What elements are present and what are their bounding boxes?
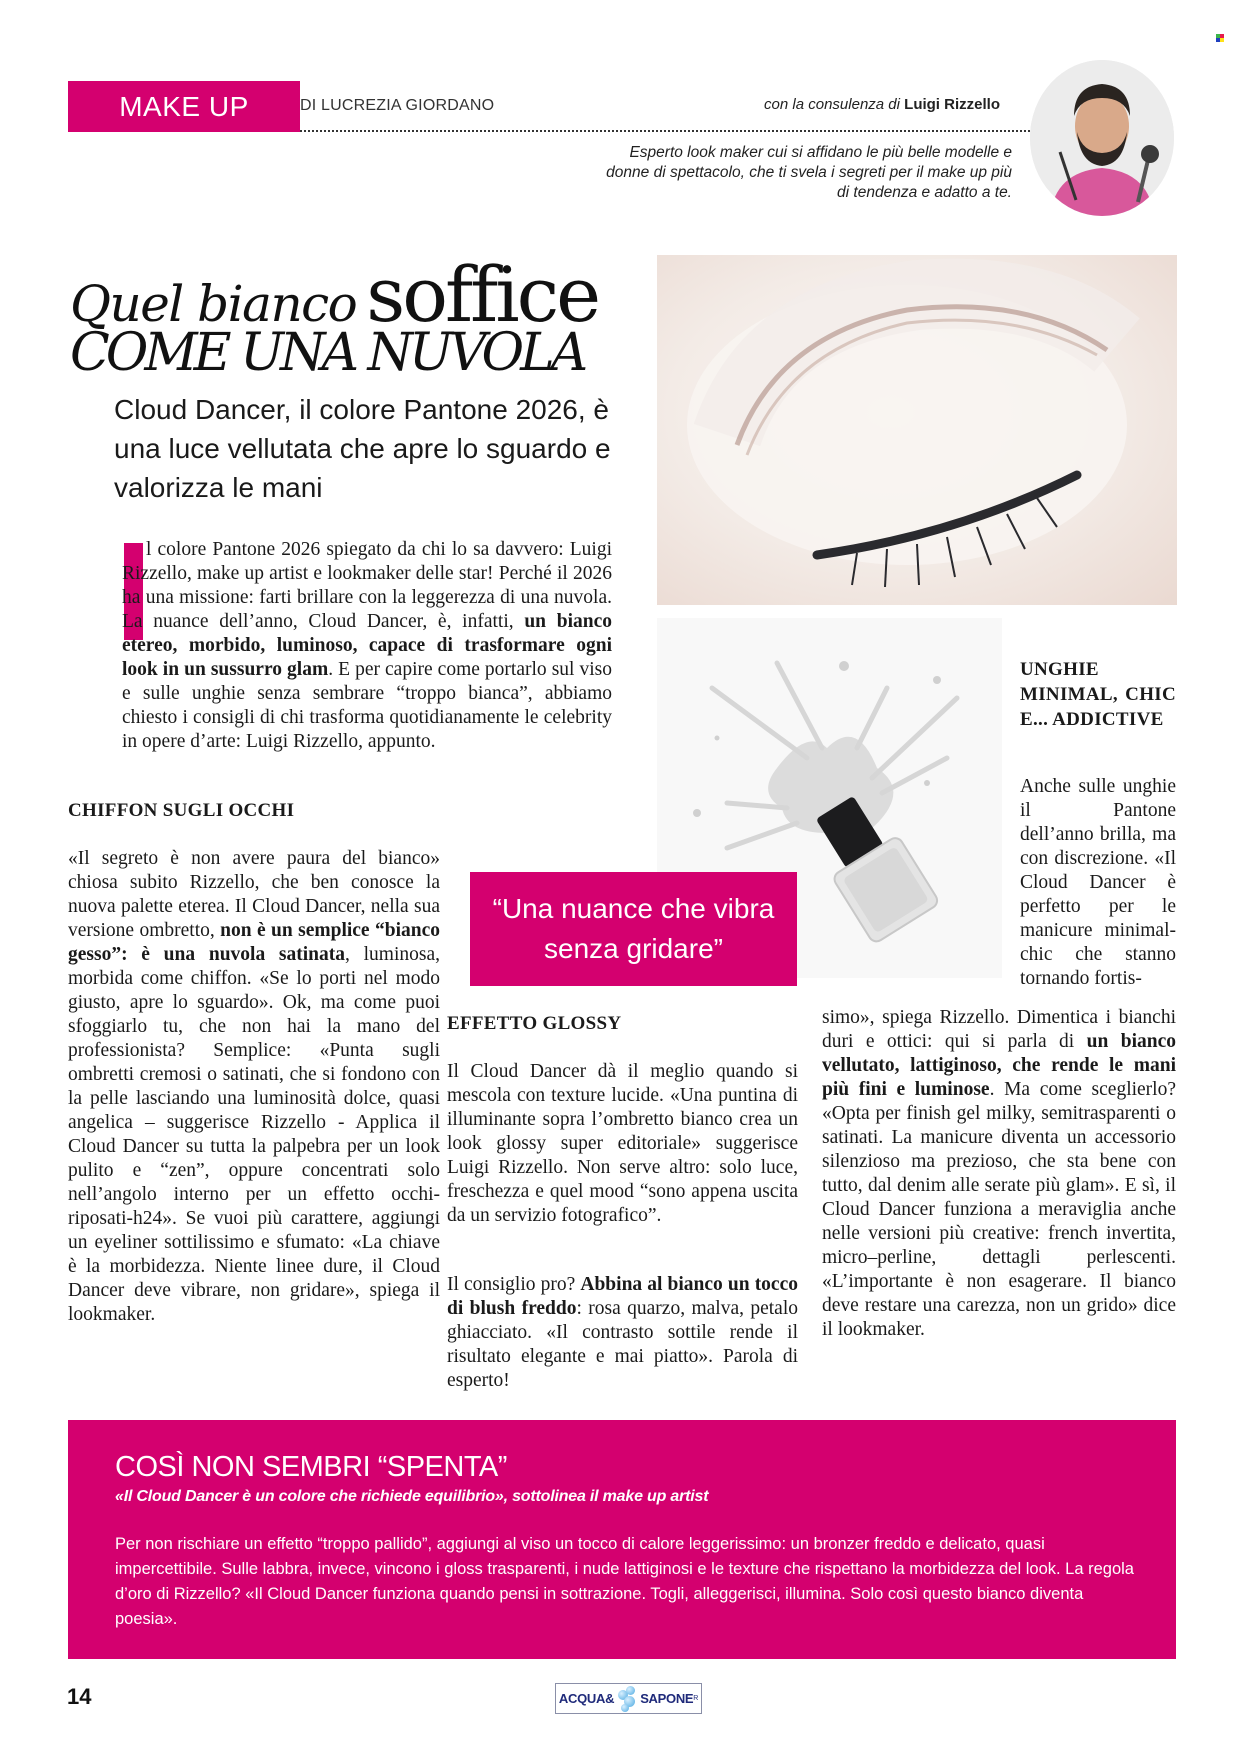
eyes-paragraph [68, 847, 440, 1327]
glossy-text-end: : rosa quarzo, malva, petalo ghiacciato. «Il contrasto sottile rende il risultato elegante e mai piatto». Parola di esperto! [447, 1298, 798, 1391]
headline-large-word: soffice [366, 250, 599, 339]
nails-bold-text: un bianco vellutato, lattiginoso, che rende le mani più fini e luminose [822, 1031, 1177, 1100]
header-divider [300, 130, 1030, 132]
nails-text-end: . Ma come sceglierlo? «Opta per finish gel milky, semitrasparenti o satinati. La manicure diventa un accessorio silenzioso ma prezioso, che sta bene con tutto, dal denim alle serate più glam». E sì, il Cloud Dancer funziona a meraviglia anche nelle versioni più creative: french invertita, micro–perline, dettagli perlescenti. «L’importante è non esagerare. Il bianco deve restare una carezza, non un grido» dice il lookmaker. [822, 1079, 1176, 1340]
intro-text: l colore Pantone 2026 spiegato da chi lo sa davvero: Luigi Rizzello, make up artist e lookmaker delle star! Perché il 2026 ha una missione: farti brillare con la leggerezza di una nuvola. La nuance dell’anno, Cloud Dancer, è, infatti, [122, 539, 612, 632]
expert-description: Esperto look maker cui si affidano le più belle modelle e donne di spettacolo, che ti svela i segreti per il make up più di tendenza e adatto a te. [606, 144, 1012, 201]
eye-illustration-icon [657, 255, 1177, 605]
registered-mark: R [693, 1695, 699, 1702]
consultancy-prefix: con la consulenza di [764, 96, 900, 113]
eyes-bold-text: non è un semplice “bianco gesso”: è una nuvola satinata [68, 920, 440, 965]
section-heading-eyes: CHIFFON SUGLI OCCHI [68, 800, 295, 821]
portrait-icon [1030, 60, 1174, 216]
glossy-paragraph-2 [447, 1273, 798, 1393]
section-tag: MAKE UP [68, 81, 300, 132]
tips-box-subtitle: «Il Cloud Dancer è un colore che richiede equilibrio», sottolinea il make up artist [115, 1488, 709, 1505]
nails-text: simo», spiega Rizzello. Dimentica i bianchi duri e ottici: qui si parla di [822, 1007, 1176, 1052]
section-heading-glossy: EFFETTO GLOSSY [447, 1013, 622, 1034]
pull-quote: “Una nuance che vibra senza gridare” [470, 872, 797, 986]
glossy-text: Il consiglio pro? [447, 1274, 581, 1295]
eyes-text: «Il segreto è non avere paura del bianco» chiosa subito Rizzello, che ben conosce la nuova palette eterea. Il Cloud Dancer, nella sua versione ombretto, [68, 848, 440, 941]
color-mark-icon [1216, 34, 1224, 42]
article-subtitle: Cloud Dancer, il colore Pantone 2026, è una luce vellutata che apre lo sguardo e valorizza le mani [114, 394, 611, 503]
tips-box [68, 1420, 1176, 1659]
page-number: 14 [67, 1684, 92, 1709]
logo-text-right: SAPONE [640, 1691, 694, 1706]
section-heading-nails: UNGHIE MINIMAL, CHIC E... ADDICTIVE [1020, 659, 1176, 730]
bubbles-icon [616, 1686, 638, 1712]
nails-paragraph-narrow: Anche sulle unghie il Pantone dell’anno brilla, ma con discrezione. «Il Cloud Dancer è perfetto per le manicure minimal-chic che stanno tornando fortis- [1020, 776, 1176, 989]
logo-text-left: ACQUA& [558, 1691, 615, 1706]
author-byline: DI LUCREZIA GIORDANO [300, 97, 495, 114]
tips-box-body: Per non rischiare un effetto “troppo pallido”, aggiungi al viso un tocco di calore leggerissimo: un bronzer freddo e delicato, quasi impercettibile. Sulle labbra, invece, vincono i gloss trasparenti, i nude lattiginosi e le texture che rispettano la morbidezza del look. La regola d’oro di Rizzello? «Il Cloud Dancer funziona quando pensi in sottrazione. Togli, alleggerisci, illumina. Solo così questo bianco diventa poesia». [115, 1535, 1134, 1628]
headline-line-2: COME UNA NUVOLA [70, 323, 585, 383]
eye-makeup-photo [657, 255, 1177, 605]
intro-bold-text: un bianco etereo, morbido, luminoso, capace di trasformare ogni look in un sussurro glam [122, 611, 612, 680]
consultant-name: Luigi Rizzello [904, 96, 1000, 113]
intro-text-end: . E per capire come portarlo sul viso e sulle unghie senza sembrare “troppo bianca”, abbiamo chiesto i consigli di chi trasforma quotidianamente le celebrity in opere d’arte: Luigi Rizzello, appunto. [122, 659, 613, 752]
intro-paragraph [122, 538, 612, 754]
brand-logo [555, 1683, 702, 1714]
headline-italic: Quel bianco [70, 275, 357, 333]
glossy-bold-text: Abbina al bianco un tocco di blush freddo [447, 1274, 798, 1319]
glossy-paragraph-1: Il Cloud Dancer dà il meglio quando si mescola con texture lucide. «Una puntina di illuminante sopra l’ombretto bianco crea un look glossy super editoriale» suggerisce Luigi Rizzello. Non serve altro: solo luce, freschezza e quel mood “sono appena uscita da un servizio fotografico”. [447, 1061, 798, 1226]
consultant-photo [1030, 60, 1174, 216]
nails-paragraph-wide [822, 1006, 1176, 1342]
tips-box-title: COSÌ NON SEMBRI “SPENTA” [115, 1451, 507, 1483]
consultancy-line [640, 96, 1000, 113]
eyes-text-end: , luminosa, morbida come chiffon. «Se lo porti nel modo giusto, apre lo sguardo». Ok, ma come puoi sfoggiarlo tu, che non hai la mano del professionista? Semplice: «Punta sugli ombretti cremosi o satinati, che si fondono con la pelle lasciando una luminosità dolce, quasi angelica – suggerisce Rizzello - Applica il Cloud Dancer su tutta la palpebra per un look pulito e “zen”, oppure concentrati solo nell’angolo interno per un effetto occhi-riposati-h24». Se vuoi più carattere, aggiungi un eyeliner sottilissimo e sfumato: «La chiave è la morbidezza. Niente linee dure, il Cloud Dancer deve vibrare, non gridare», spiega il lookmaker. [68, 944, 441, 1325]
